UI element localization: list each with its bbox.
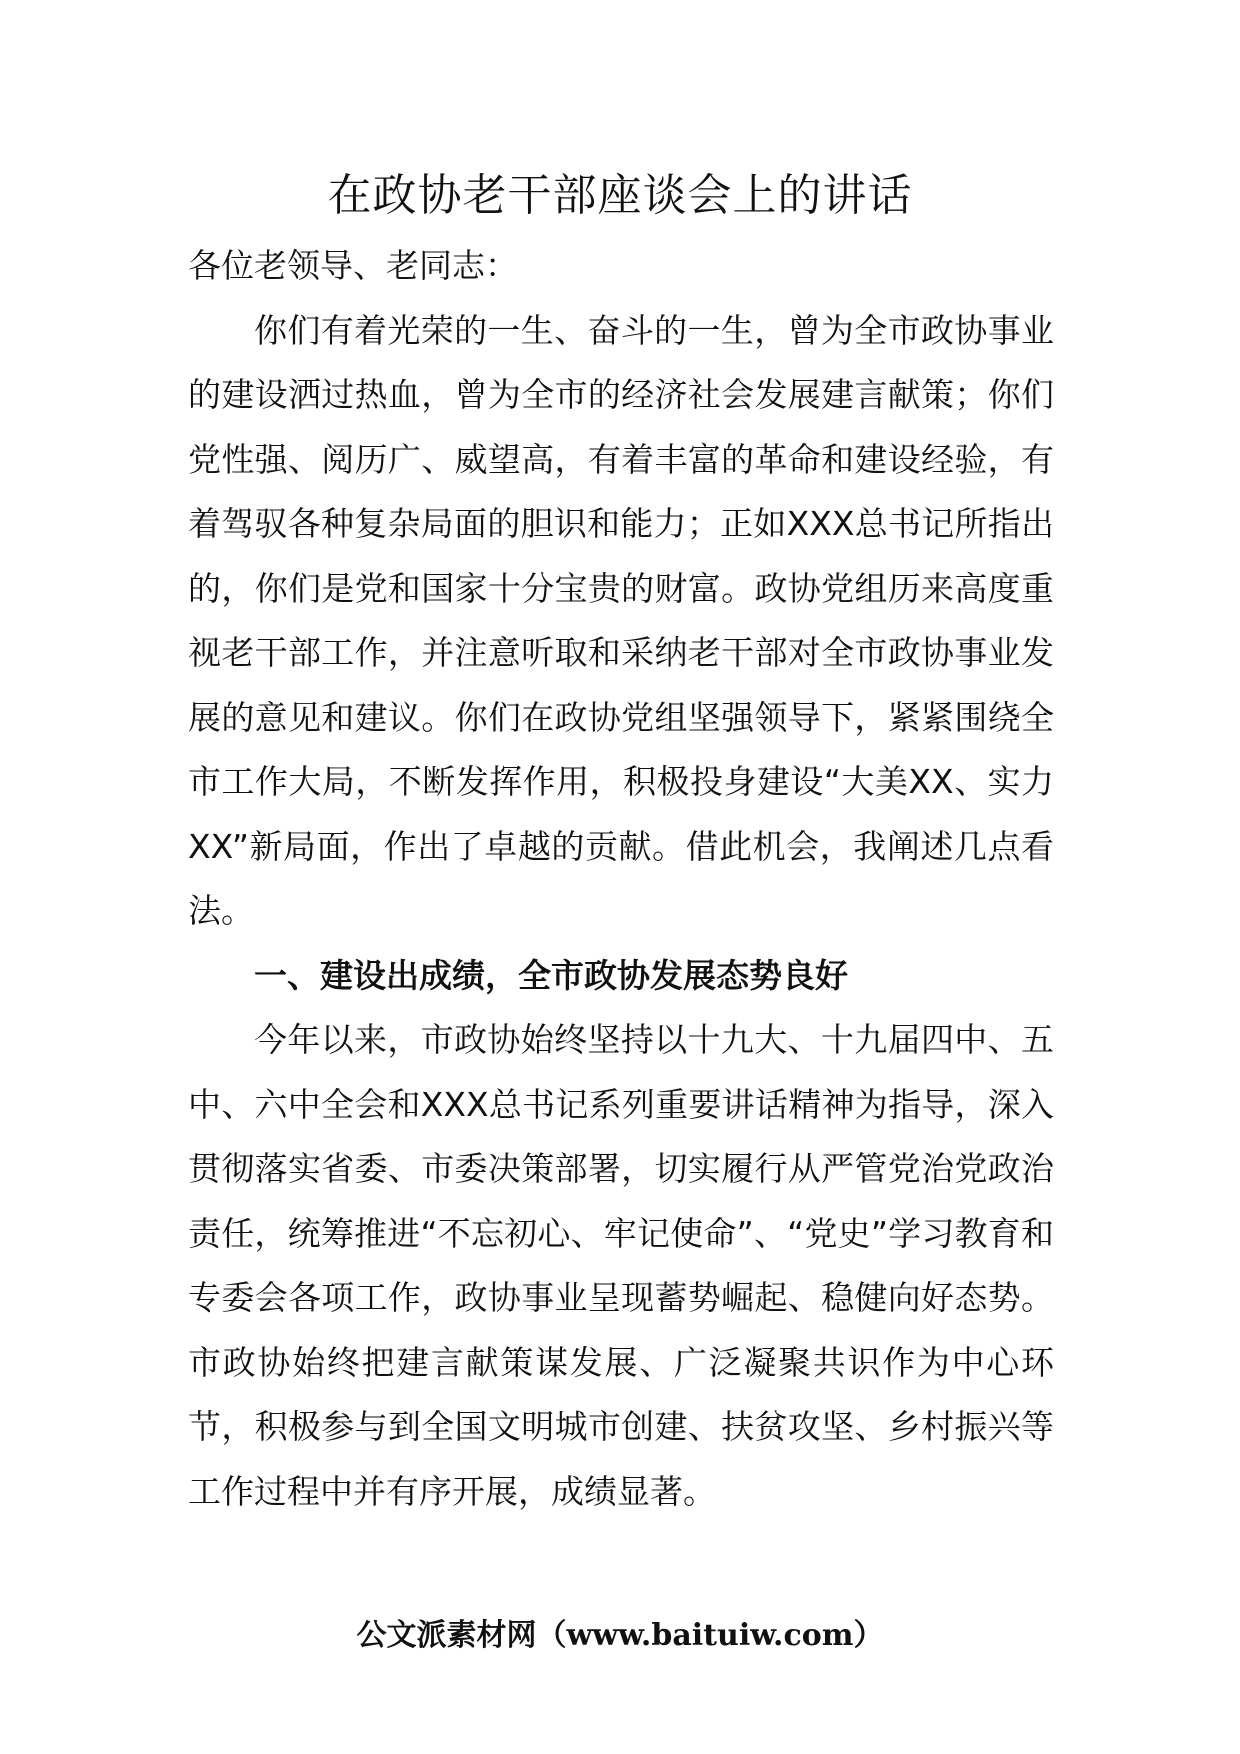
paragraph-2: 今年以来，市政协始终坚持以十九大、十九届四中、五中、六中全会和XXX总书记系列重要讲话精神为指导，深入贯彻落实省委、市委决策部署，切实履行从严管党治党政治责任，统筹推进“不忘初心、牢记使命”、“党史”学习教育和专委会各项工作，政协事业呈现蓄势崛起、稳健向好态势。市政协始终把建言献策谋发展、广泛凝聚共识作为中心环节，积极参与到全国文明城市创建、扶贫攻坚、乡村振兴等工作过程中并有序开展，成绩显著。 [188,1020,1054,1511]
paragraph-1: 你们有着光荣的一生、奋斗的一生，曾为全市政协事业的建设洒过热血，曾为全市的经济社会发展建言献策；你们党性强、阅历广、威望高，有着丰富的革命和建设经验，有着驾驭各种复杂局面的胆识和能力；正如XXX总书记所指出的，你们是党和国家十分宝贵的财富。政协党组历来高度重视老干部工作，并注意听取和采纳老干部对全市政协事业发展的意见和建议。你们在政协党组坚强领导下，紧紧围绕全市工作大局，不断发挥作用，积极投身建设“大美XX、实力XX”新局面，作出了卓越的贡献。借此机会，我阐述几点看法。 [188,310,1054,930]
greeting: 各位老领导、老同志： [188,246,518,285]
section-heading-1: 一、建设出成绩，全市政协发展态势良好 [254,955,848,995]
document-title: 在政协老干部座谈会上的讲话 [327,170,913,221]
footer-watermark: 公文派素材网（www.baituiw.com） [356,1618,884,1653]
document-body [188,234,1054,1524]
